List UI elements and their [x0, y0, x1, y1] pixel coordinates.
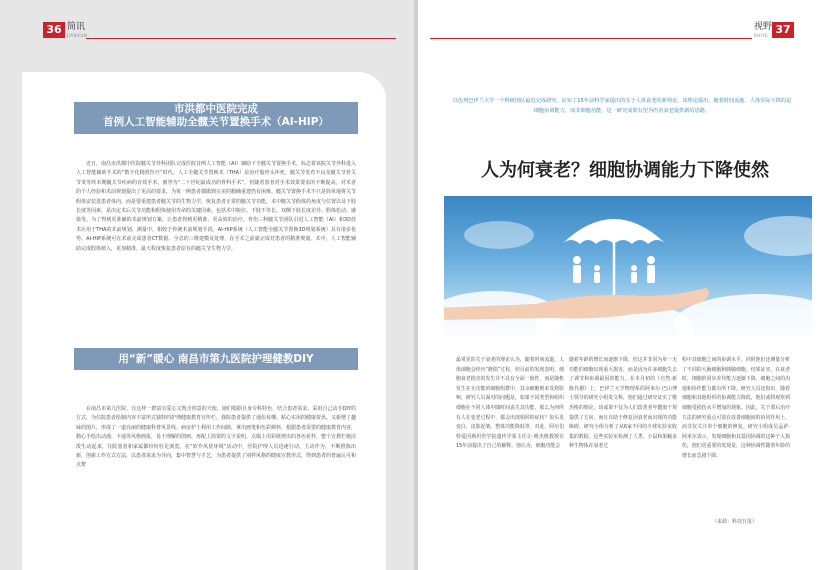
article1-title-bar [74, 102, 358, 134]
article-photo [444, 196, 812, 336]
article-column-1: 最常见的关于衰老的理论认为，随着时间流逝，人体细胞会经历“磨损”过程，但目前的发现表明，细胞衰老损害的发生并不具有全面一致性，而是随机发生在无功能的细胞组群中，其余细胞则未受到影响。研究人员面对的问题是，如果不同类型和组织细胞在不同人体中随时间丧失其功能，那么为何所有人在变老过程中，都会出现相同的症状？如头发变白、皮肤起皱、整体功能降低等。对此，阿尔伯特爱因斯坦医学院遗传学系主任让·维杰格教授在15年前提出了自己的解释。他认为，细胞功能会 [456, 357, 564, 450]
section-subtitle: JIANXUN [67, 33, 88, 38]
header-rule [430, 38, 752, 39]
page-number: 37 [772, 22, 794, 38]
section-title: 简讯 [67, 22, 86, 32]
left-page [0, 0, 414, 570]
article-column-2: 随着年龄的增长而逐渐下降，但这并非因为单一无功能的细胞出现重大损害，而是因为许多细胞失去了调节和协调最因的能力。在本月初的《自然·新陈代谢》上，巴伊兰大学物理系的阿米尔·巴山博士领导的研究小组发文称，他们通过研究证实了维杰格的理论，该成果不仅为人们改善老年健康干预提供了方向，而且有助于修复因衰老而出现的功能障碍。研究小组分析了从6家不同的全球实验室收集的数据，这些实验室检测了人类、小鼠和果蝇多种生物体在衰老过 [569, 357, 677, 450]
header-rule [86, 38, 396, 39]
umbrella-family-hand-illustration [444, 196, 812, 336]
article1-title-line1: 市洪都中医院完成 [174, 103, 258, 115]
article2-body: 在南昌市第九医院，有这样一群富有爱心又饱含创意的天使，她们根据自身专科特色，结合患者需求，采用自己动手DIY的方式，为住院患者绘制内容丰富形式独特的护理健康教育宣传栏，我院患者提供了通俗易懂、贴心实用的健康资讯。又新增了趣味的图片，形成了一道亮丽的健康科普风景线。病房护士利用工作间隙，拿出画笔和色彩颜料，根据患者需要的健康教育内容，精心手绘出动漫、卡通等风格画报，易于理解的图画、再配上简要的文字说明，点缀上用彩纸剪出的各色花样，整个宣教栏便活泼生动起来，住院患者和家属都纷纷驻足浏览。在“软作风优环境”活动中，医院护理人员迅速行动，主动作为，不断推陈出新，创新工作方式方法，以患者需求为导向，集中智慧与才艺，为患者提供了别样风格的健康宣教形式，得到患者的普遍认可和点赞 [76, 406, 356, 469]
article1-title-line2: 首例人工智能辅助全髋关节置换手术（AI-HIP） [103, 116, 329, 128]
page-number: 36 [43, 22, 65, 38]
article-source: （来源：科技日报） [712, 519, 758, 525]
article-column-3: 程中其细胞之间的协调水平。同时他们还测量分析了不同的大脑细胞和胰腺细胞。结果证实，在衰老时，细胞的同步差异能力逐渐下降，细胞之间的沟通和协作能力都有所下降。研究人员还指出，随着细胞和其他组织的协调能力降低，他们或将观察到细胞受损伤水平增加的现象。因此，关于滞后治疗方法的研究重点可放在改善细胞间的协同作用上，而非仅关注单个细胞的修复。研究小组成员孟萨·阿米尔表示，发现细胞和其基因协调的这种个人损伤，他们更重要的发现是，这种协调性随着年龄的增长而急剧下降。 [682, 357, 790, 459]
article2-title-bar [74, 348, 358, 370]
hand-icon [444, 288, 709, 320]
article1-body: 近日，南昌市洪都中医院髋关节外科团队完成医院首例人工智能（AI）辅助下全髋关节置换手术，标志着该院关节外科进入人工智能辅助手术的“数字化精准医疗”时代。人工全髋关节置换术（THA）是治疗股骨头坏死、髋关节发育不良及髋关节骨关节炎等终末期髋关节疾病的有效手术，被誉为“二十世纪最成功的骨科手术”。但随着患者对手术效果要求的不断提高，对术者的个人经验和术前规划提出了更高的要求，为每一例患者都做到完美的精确重建仍有困难。髋关节置换手术不只是简单地将关节假体安装进患者体内，而是要重建患者髋关节的生物力学，恢复患者正常的髋关节功能。术中髋关节假体的角度与位置以及下肢长度等因素，是决定术后关节功能和假体使用寿命的关键因素，包括术中脱位、下肢不等长、双侧下肢长度差异、假体松动、感染等。为了得到更准确的术前规划方案，让患者得到更精准、更高效的治疗，骨伤三科髋关节团队引进人工智能（AI）和3D技术应用于THA的术前规划、测量中，相较于传统术前规划手段，AI-HIP系统（人工智能全髋关节置换3D规划系统）具有诸多优势。AI-HIP系统可在术前完成患者CT数据、全息的三维建模及处理，在手术之前就完成对患者的精准规划。术中，人工智能辅助完成假体植入，更加精准，最大程度恢复患者原有的髋关节生物力学。 [76, 161, 356, 252]
article2-title: 用“新”暖心 南昌市第九医院护理健教DIY [118, 353, 314, 365]
article-card [22, 72, 386, 570]
umbrella-icon [562, 219, 666, 244]
section-subtitle: SHIYE [754, 33, 769, 38]
article-intro: 以色列巴伊兰大学一个科研团队最近完成研究，证实了15年前科学家提出的关于人体衰老的新理论。该理论提出，随着时间流逝，人体实际下降的是细胞协调能力，而非细胞功能。这一研究成果有望为医治衰老提供新的思路。 [452, 98, 792, 114]
section-title: 视野 [754, 22, 773, 32]
article-headline: 人为何衰老？细胞协调能力下降使然 [481, 160, 769, 181]
